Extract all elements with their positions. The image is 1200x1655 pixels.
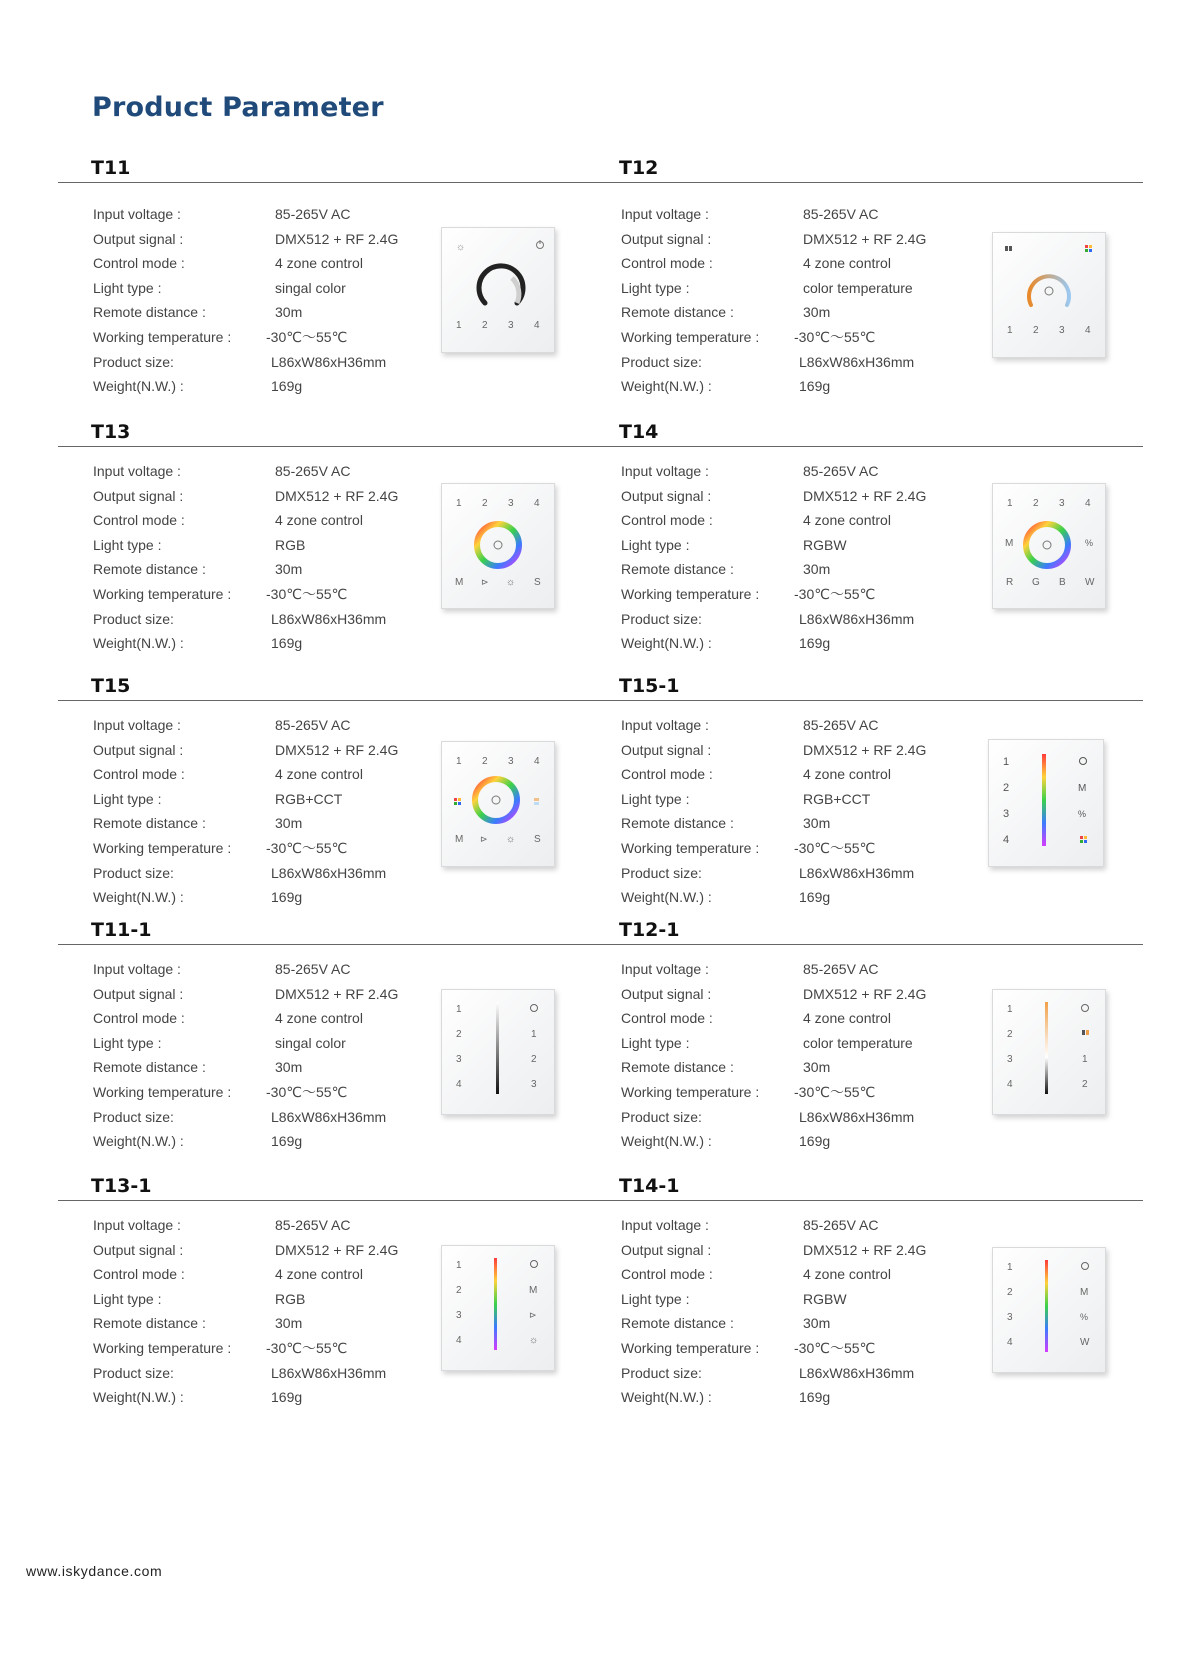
- value-input-voltage: 85-265V AC: [275, 206, 351, 222]
- single-color-slider-panel-image: [441, 989, 555, 1115]
- value-output-signal: DMX512 + RF 2.4G: [275, 985, 399, 1002]
- label-remote-distance: Remote distance :: [93, 1315, 206, 1332]
- svg-text:1: 1: [1003, 756, 1010, 768]
- label-input-voltage: Input voltage :: [621, 463, 709, 479]
- svg-text:1: 1: [456, 756, 462, 767]
- svg-text:2: 2: [531, 1054, 537, 1065]
- label-product-size: Product size:: [621, 1108, 702, 1125]
- svg-text:1: 1: [1007, 325, 1013, 336]
- model-name: T14: [619, 421, 659, 443]
- param-list: [93, 1213, 433, 1410]
- value-output-signal: DMX512 + RF 2.4G: [275, 741, 399, 758]
- value-weight: 169g: [799, 635, 831, 652]
- svg-text:3: 3: [1059, 498, 1065, 509]
- svg-text:⊳: ⊳: [480, 834, 488, 844]
- value-input-voltage: 85-265V AC: [275, 961, 351, 977]
- svg-text:☼: ☼: [506, 834, 516, 845]
- svg-text:1: 1: [1007, 498, 1013, 509]
- svg-text:4: 4: [1085, 325, 1091, 336]
- label-product-size: Product size:: [621, 1364, 702, 1381]
- label-product-size: Product size:: [93, 1108, 174, 1125]
- product-t13-1: [58, 1175, 608, 1425]
- label-output-signal: Output signal :: [621, 487, 712, 504]
- divider: [58, 944, 608, 945]
- value-product-size: L86xW86xH36mm: [271, 1364, 387, 1381]
- label-output-signal: Output signal :: [93, 1241, 184, 1258]
- value-light-type: RGBW: [803, 1290, 847, 1307]
- svg-text:4: 4: [456, 1079, 462, 1090]
- value-light-type: RGB: [275, 1290, 306, 1307]
- label-weight: Weight(N.W.) :: [621, 1133, 712, 1150]
- label-working-temperature: Working temperature :: [621, 328, 760, 345]
- model-name: T14-1: [619, 1175, 680, 1197]
- value-output-signal: DMX512 + RF 2.4G: [275, 230, 399, 247]
- product-t14: [586, 421, 1136, 671]
- svg-text:M: M: [1005, 538, 1014, 549]
- divider: [58, 1200, 608, 1201]
- svg-text:4: 4: [1003, 834, 1010, 846]
- svg-text:3: 3: [1007, 1312, 1013, 1323]
- divider: [586, 1200, 1143, 1201]
- divider: [58, 182, 608, 183]
- value-light-type: RGB+CCT: [803, 790, 871, 807]
- color-slider: [1045, 1260, 1048, 1352]
- model-name: T11-1: [91, 919, 152, 941]
- svg-text:2: 2: [482, 498, 488, 509]
- label-light-type: Light type :: [93, 790, 162, 807]
- svg-text:2: 2: [456, 1029, 462, 1040]
- svg-text:M: M: [1080, 1287, 1089, 1298]
- product-t13: [58, 421, 608, 671]
- single-color-wheel-panel-image: [441, 227, 555, 353]
- param-list: [621, 957, 961, 1154]
- label-remote-distance: Remote distance :: [621, 304, 734, 321]
- value-weight: 169g: [271, 889, 303, 906]
- product-t14-1: [586, 1175, 1136, 1425]
- value-control-mode: 4 zone control: [803, 1266, 891, 1283]
- label-control-mode: Control mode :: [621, 1010, 713, 1027]
- product-t11-1: [58, 919, 608, 1169]
- value-control-mode: 4 zone control: [275, 512, 363, 529]
- divider: [58, 446, 608, 447]
- svg-text:2: 2: [1033, 325, 1039, 336]
- label-light-type: Light type :: [93, 1034, 162, 1051]
- value-working-temperature: -30℃～55℃: [266, 585, 348, 602]
- value-output-signal: DMX512 + RF 2.4G: [275, 1241, 399, 1258]
- label-input-voltage: Input voltage :: [621, 206, 709, 222]
- value-control-mode: 4 zone control: [803, 1010, 891, 1027]
- svg-text:3: 3: [508, 498, 514, 509]
- label-control-mode: Control mode :: [93, 766, 185, 783]
- value-working-temperature: -30℃～55℃: [266, 328, 348, 345]
- value-control-mode: 4 zone control: [803, 255, 891, 272]
- svg-text:3: 3: [508, 756, 514, 767]
- label-output-signal: Output signal :: [93, 741, 184, 758]
- label-product-size: Product size:: [93, 353, 174, 370]
- label-weight: Weight(N.W.) :: [93, 1133, 184, 1150]
- value-control-mode: 4 zone control: [803, 766, 891, 783]
- label-remote-distance: Remote distance :: [621, 815, 734, 832]
- label-remote-distance: Remote distance :: [93, 561, 206, 578]
- value-output-signal: DMX512 + RF 2.4G: [803, 230, 927, 247]
- label-output-signal: Output signal :: [621, 741, 712, 758]
- label-remote-distance: Remote distance :: [93, 1059, 206, 1076]
- model-name: T15-1: [619, 675, 680, 697]
- label-light-type: Light type :: [621, 790, 690, 807]
- rgbcct-slider-panel-image: [988, 739, 1104, 867]
- label-control-mode: Control mode :: [93, 512, 185, 529]
- svg-text:2: 2: [1007, 1287, 1013, 1298]
- svg-text:S: S: [534, 834, 541, 845]
- label-weight: Weight(N.W.) :: [621, 889, 712, 906]
- label-weight: Weight(N.W.) :: [621, 1389, 712, 1406]
- svg-text:2: 2: [456, 1285, 462, 1296]
- label-product-size: Product size:: [93, 610, 174, 627]
- value-remote-distance: 30m: [803, 1315, 831, 1332]
- value-light-type: RGB+CCT: [275, 790, 343, 807]
- label-output-signal: Output signal :: [621, 1241, 712, 1258]
- param-list: [93, 202, 433, 399]
- svg-text:3: 3: [1003, 808, 1010, 820]
- color-ring: [475, 779, 517, 821]
- value-light-type: RGB: [275, 536, 306, 553]
- value-control-mode: 4 zone control: [275, 1010, 363, 1027]
- value-weight: 169g: [799, 889, 831, 906]
- label-remote-distance: Remote distance :: [93, 815, 206, 832]
- svg-text:%: %: [1080, 1312, 1089, 1322]
- value-working-temperature: -30℃～55℃: [794, 328, 876, 345]
- svg-text:1: 1: [456, 320, 462, 331]
- svg-text:4: 4: [1007, 1337, 1013, 1348]
- label-control-mode: Control mode :: [93, 255, 185, 272]
- label-remote-distance: Remote distance :: [621, 1059, 734, 1076]
- svg-text:4: 4: [534, 320, 540, 331]
- cct-slider: [1045, 1002, 1048, 1094]
- label-weight: Weight(N.W.) :: [621, 635, 712, 652]
- value-light-type: singal color: [275, 279, 346, 296]
- svg-text:4: 4: [534, 756, 540, 767]
- param-list: [93, 713, 433, 910]
- dimmer-slider: [496, 1002, 499, 1094]
- svg-text:3: 3: [456, 1054, 462, 1065]
- svg-text:S: S: [534, 577, 541, 588]
- product-t11: [58, 157, 608, 407]
- label-working-temperature: Working temperature :: [621, 1339, 760, 1356]
- svg-text:3: 3: [508, 320, 514, 331]
- value-weight: 169g: [799, 1389, 831, 1406]
- svg-text:4: 4: [1007, 1079, 1013, 1090]
- label-light-type: Light type :: [93, 279, 162, 296]
- label-light-type: Light type :: [93, 536, 162, 553]
- svg-text:M: M: [1078, 783, 1087, 794]
- svg-text:3: 3: [456, 1310, 462, 1321]
- value-product-size: L86xW86xH36mm: [271, 353, 387, 370]
- svg-text:☼: ☼: [506, 577, 516, 588]
- value-output-signal: DMX512 + RF 2.4G: [275, 487, 399, 504]
- param-list: [621, 713, 961, 910]
- value-weight: 169g: [271, 1133, 303, 1150]
- value-input-voltage: 85-265V AC: [275, 1217, 351, 1233]
- model-name: T11: [91, 157, 131, 179]
- label-output-signal: Output signal :: [621, 230, 712, 247]
- label-output-signal: Output signal :: [93, 487, 184, 504]
- svg-text:M: M: [529, 1285, 538, 1296]
- value-remote-distance: 30m: [275, 561, 303, 578]
- value-input-voltage: 85-265V AC: [275, 717, 351, 733]
- label-remote-distance: Remote distance :: [93, 304, 206, 321]
- svg-text:M: M: [455, 577, 464, 588]
- label-remote-distance: Remote distance :: [621, 1315, 734, 1332]
- label-working-temperature: Working temperature :: [93, 328, 232, 345]
- label-working-temperature: Working temperature :: [93, 1083, 232, 1100]
- divider: [58, 700, 608, 701]
- label-weight: Weight(N.W.) :: [93, 1389, 184, 1406]
- value-weight: 169g: [271, 635, 303, 652]
- value-working-temperature: -30℃～55℃: [794, 1083, 876, 1100]
- color-slider: [494, 1258, 497, 1350]
- svg-text:W: W: [1085, 577, 1095, 588]
- svg-text:⊳: ⊳: [529, 1310, 537, 1320]
- svg-text:W: W: [1080, 1337, 1090, 1348]
- value-input-voltage: 85-265V AC: [803, 1217, 879, 1233]
- value-remote-distance: 30m: [803, 815, 831, 832]
- value-output-signal: DMX512 + RF 2.4G: [803, 985, 927, 1002]
- product-t12: [586, 157, 1136, 407]
- value-input-voltage: 85-265V AC: [803, 463, 879, 479]
- value-product-size: L86xW86xH36mm: [271, 610, 387, 627]
- label-weight: Weight(N.W.) :: [93, 378, 184, 395]
- value-product-size: L86xW86xH36mm: [799, 610, 915, 627]
- cct-wheel-panel-image: [992, 232, 1106, 358]
- label-control-mode: Control mode :: [621, 255, 713, 272]
- label-light-type: Light type :: [621, 536, 690, 553]
- label-input-voltage: Input voltage :: [621, 961, 709, 977]
- label-product-size: Product size:: [621, 864, 702, 881]
- value-product-size: L86xW86xH36mm: [799, 1108, 915, 1125]
- sun-icon: ☼: [456, 242, 466, 253]
- label-working-temperature: Working temperature :: [93, 839, 232, 856]
- svg-text:2: 2: [1007, 1029, 1013, 1040]
- rgbw-wheel-panel-image: [992, 483, 1106, 609]
- label-working-temperature: Working temperature :: [93, 585, 232, 602]
- label-light-type: Light type :: [93, 1290, 162, 1307]
- svg-text:1: 1: [456, 1004, 462, 1015]
- divider: [586, 944, 1143, 945]
- value-light-type: singal color: [275, 1034, 346, 1051]
- value-weight: 169g: [271, 1389, 303, 1406]
- product-t15-1: [586, 675, 1136, 925]
- value-output-signal: DMX512 + RF 2.4G: [803, 1241, 927, 1258]
- value-working-temperature: -30℃～55℃: [266, 1339, 348, 1356]
- color-ring: [477, 524, 519, 566]
- label-product-size: Product size:: [93, 864, 174, 881]
- svg-text:2: 2: [1033, 498, 1039, 509]
- value-light-type: RGBW: [803, 536, 847, 553]
- model-name: T13: [91, 421, 131, 443]
- value-product-size: L86xW86xH36mm: [799, 864, 915, 881]
- label-input-voltage: Input voltage :: [621, 1217, 709, 1233]
- rgb-slider-panel-image: [441, 1245, 555, 1371]
- label-weight: Weight(N.W.) :: [93, 889, 184, 906]
- value-remote-distance: 30m: [275, 1059, 303, 1076]
- label-working-temperature: Working temperature :: [621, 585, 760, 602]
- model-name: T13-1: [91, 1175, 152, 1197]
- value-light-type: color temperature: [803, 279, 913, 296]
- label-light-type: Light type :: [621, 1290, 690, 1307]
- value-remote-distance: 30m: [803, 1059, 831, 1076]
- rgb-wheel-panel-image: [441, 483, 555, 609]
- label-working-temperature: Working temperature :: [93, 1339, 232, 1356]
- svg-text:4: 4: [534, 498, 540, 509]
- label-input-voltage: Input voltage :: [93, 961, 181, 977]
- divider: [586, 446, 1143, 447]
- label-working-temperature: Working temperature :: [621, 1083, 760, 1100]
- svg-text:1: 1: [456, 1260, 462, 1271]
- svg-text:3: 3: [1059, 325, 1065, 336]
- svg-text:M: M: [455, 834, 464, 845]
- label-working-temperature: Working temperature :: [621, 839, 760, 856]
- model-name: T15: [91, 675, 131, 697]
- label-control-mode: Control mode :: [621, 766, 713, 783]
- svg-text:4: 4: [1085, 498, 1091, 509]
- label-control-mode: Control mode :: [93, 1266, 185, 1283]
- svg-text:1: 1: [1082, 1054, 1088, 1065]
- cct-slider-panel-image: [992, 989, 1106, 1115]
- param-list: [621, 1213, 961, 1410]
- svg-text:⊳: ⊳: [481, 577, 489, 587]
- label-product-size: Product size:: [621, 353, 702, 370]
- color-ring: [1026, 524, 1068, 566]
- value-working-temperature: -30℃～55℃: [794, 839, 876, 856]
- svg-text:2: 2: [1003, 782, 1010, 794]
- label-light-type: Light type :: [621, 1034, 690, 1051]
- svg-text:1: 1: [1007, 1004, 1013, 1015]
- value-control-mode: 4 zone control: [275, 255, 363, 272]
- value-working-temperature: -30℃～55℃: [794, 585, 876, 602]
- svg-text:1: 1: [531, 1029, 537, 1040]
- value-product-size: L86xW86xH36mm: [799, 1364, 915, 1381]
- svg-text:R: R: [1006, 577, 1014, 588]
- svg-text:☼: ☼: [529, 1335, 539, 1346]
- value-remote-distance: 30m: [275, 815, 303, 832]
- svg-text:2: 2: [482, 756, 488, 767]
- rgbw-slider-panel-image: [992, 1247, 1106, 1373]
- svg-text:B: B: [1059, 577, 1066, 588]
- label-control-mode: Control mode :: [621, 1266, 713, 1283]
- value-light-type: color temperature: [803, 1034, 913, 1051]
- label-input-voltage: Input voltage :: [93, 206, 181, 222]
- label-output-signal: Output signal :: [93, 230, 184, 247]
- value-output-signal: DMX512 + RF 2.4G: [803, 487, 927, 504]
- value-control-mode: 4 zone control: [275, 766, 363, 783]
- value-remote-distance: 30m: [275, 304, 303, 321]
- cct-ring: [1029, 276, 1069, 305]
- value-output-signal: DMX512 + RF 2.4G: [803, 741, 927, 758]
- divider: [586, 700, 1143, 701]
- param-list: [93, 957, 433, 1154]
- value-working-temperature: -30℃～55℃: [266, 1083, 348, 1100]
- color-slider: [1042, 754, 1046, 846]
- param-list: [621, 459, 961, 656]
- value-remote-distance: 30m: [803, 304, 831, 321]
- product-t12-1: [586, 919, 1136, 1169]
- value-control-mode: 4 zone control: [803, 512, 891, 529]
- svg-text:2: 2: [1082, 1079, 1088, 1090]
- value-weight: 169g: [799, 378, 831, 395]
- svg-text:G: G: [1032, 577, 1040, 588]
- value-product-size: L86xW86xH36mm: [271, 864, 387, 881]
- svg-text:3: 3: [1007, 1054, 1013, 1065]
- value-remote-distance: 30m: [275, 1315, 303, 1332]
- param-list: [621, 202, 961, 399]
- model-name: T12: [619, 157, 659, 179]
- label-output-signal: Output signal :: [93, 985, 184, 1002]
- value-input-voltage: 85-265V AC: [803, 961, 879, 977]
- label-output-signal: Output signal :: [621, 985, 712, 1002]
- label-input-voltage: Input voltage :: [93, 1217, 181, 1233]
- label-light-type: Light type :: [621, 279, 690, 296]
- label-input-voltage: Input voltage :: [93, 717, 181, 733]
- svg-text:1: 1: [1007, 1262, 1013, 1273]
- divider: [586, 182, 1143, 183]
- value-input-voltage: 85-265V AC: [275, 463, 351, 479]
- svg-text:%: %: [1078, 809, 1087, 819]
- value-weight: 169g: [799, 1133, 831, 1150]
- page-title: Product Parameter: [92, 92, 384, 123]
- label-control-mode: Control mode :: [93, 1010, 185, 1027]
- label-control-mode: Control mode :: [621, 512, 713, 529]
- value-working-temperature: -30℃～55℃: [794, 1339, 876, 1356]
- svg-text:4: 4: [456, 1335, 462, 1346]
- value-product-size: L86xW86xH36mm: [799, 353, 915, 370]
- label-weight: Weight(N.W.) :: [93, 635, 184, 652]
- label-input-voltage: Input voltage :: [621, 717, 709, 733]
- value-weight: 169g: [271, 378, 303, 395]
- svg-text:2: 2: [482, 320, 488, 331]
- svg-text:%: %: [1085, 538, 1094, 548]
- website-url[interactable]: www.iskydance.com: [26, 1563, 163, 1579]
- label-remote-distance: Remote distance :: [621, 561, 734, 578]
- product-t15: [58, 675, 608, 925]
- value-remote-distance: 30m: [803, 561, 831, 578]
- svg-text:1: 1: [456, 498, 462, 509]
- value-product-size: L86xW86xH36mm: [271, 1108, 387, 1125]
- value-working-temperature: -30℃～55℃: [266, 839, 348, 856]
- value-input-voltage: 85-265V AC: [803, 206, 879, 222]
- label-product-size: Product size:: [93, 1364, 174, 1381]
- model-name: T12-1: [619, 919, 680, 941]
- label-weight: Weight(N.W.) :: [621, 378, 712, 395]
- param-list: [93, 459, 433, 656]
- value-control-mode: 4 zone control: [275, 1266, 363, 1283]
- value-input-voltage: 85-265V AC: [803, 717, 879, 733]
- label-product-size: Product size:: [621, 610, 702, 627]
- svg-text:3: 3: [531, 1079, 537, 1090]
- label-input-voltage: Input voltage :: [93, 463, 181, 479]
- rgbcct-wheel-panel-image: [441, 741, 555, 867]
